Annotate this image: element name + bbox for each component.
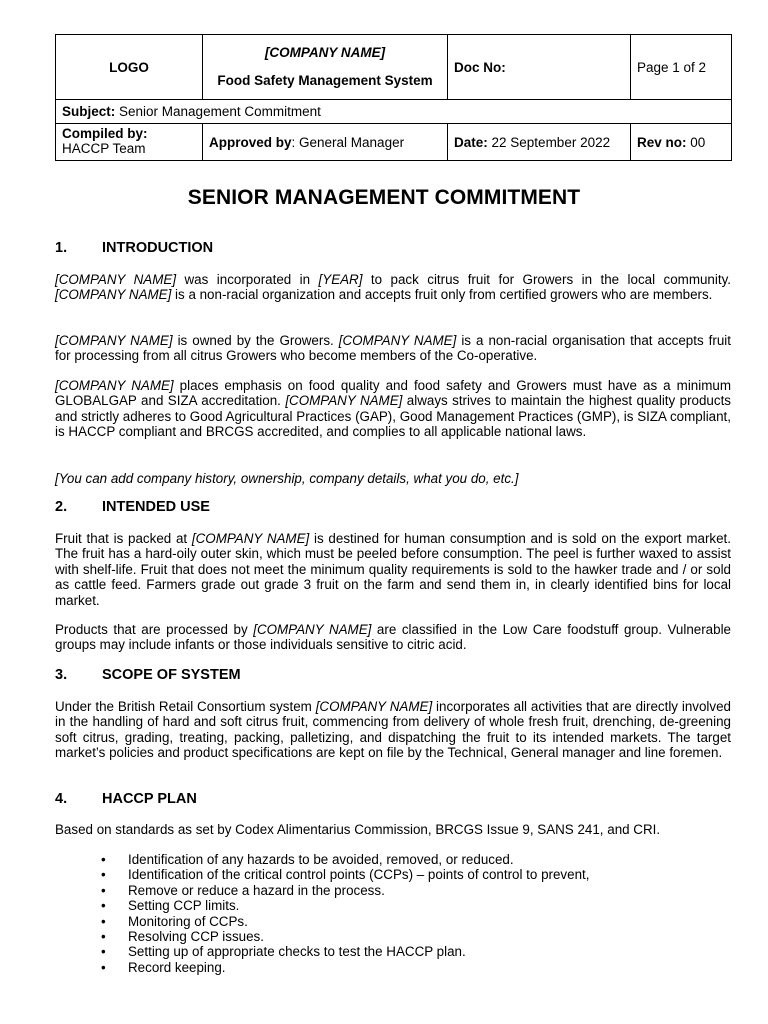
text-run: to pack citrus fruit for Growers in the local community. [362,272,731,287]
list-item [55,944,731,959]
intro-paragraph-1 [55,272,731,303]
list-item-text: Identification of any hazards to be avoided, removed, or reduced. [128,852,514,867]
approved-by-cell [203,124,448,161]
text-run: is a non-racial organization and accepts fruit only from certified growers who are members. [171,287,713,303]
bullet-icon: • [101,867,106,883]
company-placeholder: [COMPANY NAME] [338,333,457,348]
bullet-icon: • [101,959,106,975]
bullet-icon: • [101,882,106,898]
rev-label: Rev no: [637,134,687,150]
text-run: Under the British Retail Consortium system [55,699,316,714]
company-placeholder: [COMPANY NAME] [285,393,403,409]
section-number: 3. [55,667,68,683]
text-run: Products that are processed by [55,622,254,637]
list-item-text: Identification of the critical control points (CCPs) – points of control to prevent, [128,867,590,883]
haccp-intro-paragraph: Based on standards as set by Codex Alimentarius Commission, BRCGS Issue 9, SANS 241, and CRI. [55,822,661,837]
company-placeholder: [COMPANY NAME] [55,378,174,393]
list-item-text: Resolving CCP issues. [128,929,264,945]
intended-use-paragraph-2 [55,622,731,653]
company-placeholder: [COMPANY NAME] [55,272,177,287]
year-placeholder: [YEAR] [318,272,363,287]
text-run: is owned by the Growers. [172,333,339,348]
section-heading-haccp-plan [55,791,197,807]
page-number-cell: Page 1 of 2 [631,35,732,100]
list-item [55,852,731,867]
list-item [55,867,731,882]
rev-value: 00 [686,134,706,150]
date-label: Date: [454,134,488,150]
text-run: always strives to maintain the highest quality products and strictly adheres to Good Agricultural Practices (GAP), Good Management Practices (GMP), is SIZA compliant, is HACCP compliant and BRCGS accredited, and complies to all applicable national laws. [55,393,731,440]
intended-use-paragraph-1 [55,531,731,608]
logo-cell: LOGO [56,35,203,100]
list-item-text: Monitoring of CCPs. [128,913,248,929]
section-title: INTENDED USE [102,499,210,515]
haccp-bullet-list [55,852,731,975]
approved-value: : General Manager [291,134,405,150]
subject-cell [56,100,732,124]
bullet-icon: • [101,913,106,929]
compiled-value: HACCP Team [62,141,146,156]
section-number: 1. [55,240,68,256]
list-item-text: Setting CCP limits. [128,898,240,914]
compiled-by-cell [56,124,203,161]
section-heading-introduction [55,240,213,256]
intro-placeholder-note: [You can add company history, ownership, company details, what you do, etc.] [55,471,519,486]
list-item [55,914,731,929]
company-placeholder: [COMPANY NAME] [191,531,310,546]
text-run: incorporates all activities that are directly involved in the handling of hard and soft citrus fruit, commencing from delivery of whole fresh fruit, drenching, de-greening soft citrus, grading, treating, packing, palletizing, and dispatching the fruit to its intended markets. The target market’s policies and product specifications are kept on file by the Technical, General manager and line foremen. [55,699,731,761]
doc-no-cell: Doc No: [448,35,631,100]
text-run: are classified in the Low Care foodstuff group. Vulnerable groups may include infants or those individuals sensitive to citric acid. [55,622,732,653]
list-item-text: Remove or reduce a hazard in the process. [128,882,385,898]
list-item [55,883,731,898]
text-run: was incorporated in [176,272,319,287]
text-run: places emphasis on food quality and food safety and Growers must have as a minimum GLOBALGAP and SIZA accreditation. [55,378,731,409]
bullet-icon: • [101,929,106,945]
document-title: SENIOR MANAGEMENT COMMITMENT [187,186,581,209]
intro-paragraph-2 [55,333,731,364]
bullet-icon: • [101,852,106,867]
system-name: Food Safety Management System [217,73,433,88]
section-number: 4. [55,791,68,807]
rev-cell [631,124,732,161]
date-cell [448,124,631,161]
subject-label: Subject: [62,104,116,119]
approved-label: Approved by [209,134,292,150]
company-placeholder: [COMPANY NAME] [55,287,172,303]
text-run: Fruit that is packed at [55,531,192,546]
bullet-icon: • [101,944,106,960]
list-item-text: Setting up of appropriate checks to test the HACCP plan. [128,944,466,960]
section-number: 2. [55,499,68,515]
document-header-table [55,34,732,161]
date-value: 22 September 2022 [487,134,611,150]
company-placeholder: [COMPANY NAME] [55,333,173,348]
section-title: SCOPE OF SYSTEM [102,667,241,683]
section-heading-scope-of-system [55,667,241,683]
compiled-label: Compiled by: [62,126,148,142]
section-title: HACCP PLAN [102,791,197,807]
company-cell [203,35,448,100]
company-name: [COMPANY NAME] [264,44,386,60]
text-run: is a non-racial organisation that accepts fruit for processing from all citrus Growers who become members of the Co-operative. [55,333,731,364]
list-item [55,929,731,944]
list-item [55,898,731,913]
intro-paragraph-3 [55,378,731,440]
subject-value: Senior Management Commitment [115,104,321,119]
list-item [55,960,731,975]
bullet-icon: • [101,898,106,914]
company-placeholder: [COMPANY NAME] [315,699,433,714]
scope-paragraph [55,699,731,761]
text-run: is destined for human consumption and is sold on the export market. The fruit has a hard-oily outer skin, which must be peeled before consumption. The peel is further waxed to assist with shelf-life. Fruit that does not meet the minimum quality requirements is sold to the hawker trade and / or sold as cattle feed. Farmers grade out grade 3 fruit on the farm and send them in, in clearly identified bins for local market. [55,531,731,608]
list-item-text: Record keeping. [128,959,226,975]
company-placeholder: [COMPANY NAME] [253,622,372,637]
section-title: INTRODUCTION [102,240,214,256]
section-heading-intended-use [55,499,210,515]
